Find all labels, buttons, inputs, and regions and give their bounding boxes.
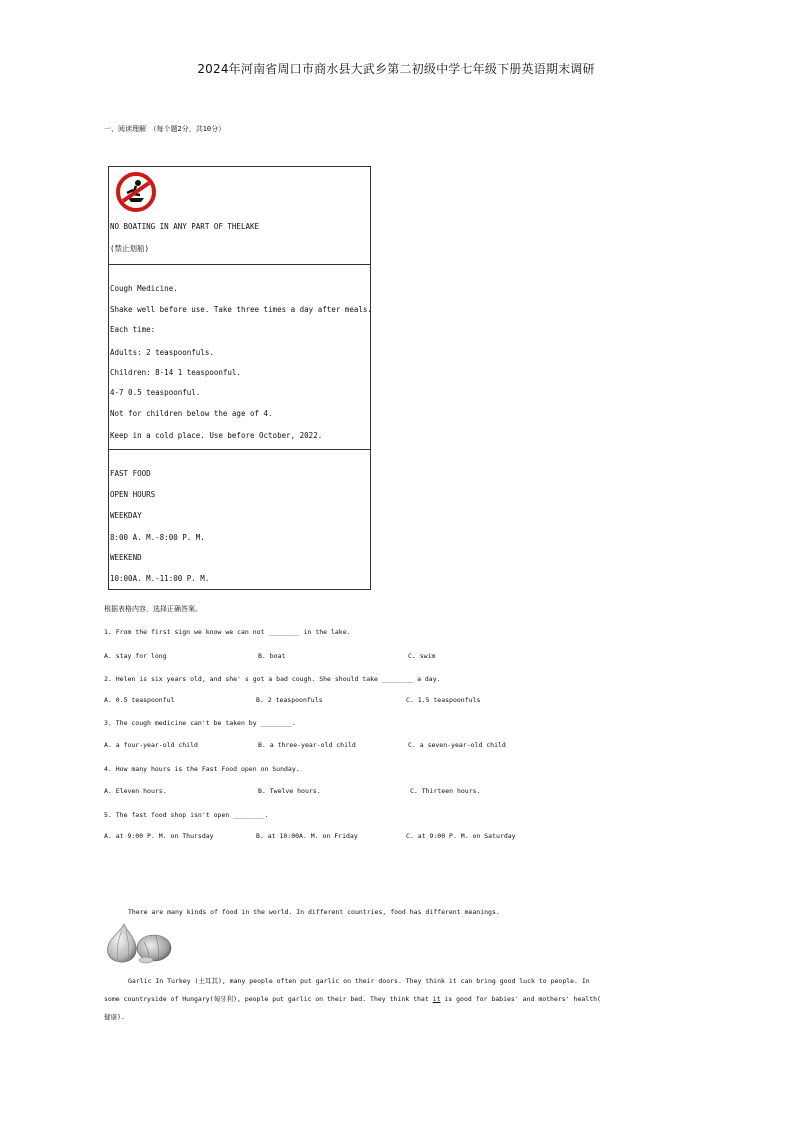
passage-text: some countryside of Hungary(匈牙利), people put garlic on their bed. They think that xyxy=(104,995,433,1003)
medicine-line: Keep in a cold place. Use before October, 2022. xyxy=(110,431,323,440)
option-a: A. Eleven hours. xyxy=(104,787,167,795)
passage-line: Garlic In Turkey (土耳其), many people often put garlic on their doors. They think it can bring good luck to people. In xyxy=(128,977,590,985)
question-stem: 4. How many hours is the Fast Food open on Sunday. xyxy=(104,765,300,773)
option-b: B. boat xyxy=(258,652,286,660)
option-a: A. at 9:00 P. M. on Thursday xyxy=(104,832,214,840)
instruction-prompt: 根据表格内容，选择正确答案。 xyxy=(104,605,202,613)
option-c: C. swim xyxy=(408,652,436,660)
question-stem: 1. From the first sign we know we can not ________ in the lake. xyxy=(104,628,351,636)
option-b: B. at 10:00A. M. on Friday xyxy=(256,832,358,840)
medicine-line: Shake well before use. Take three times a day after meals. xyxy=(110,305,372,314)
medicine-line: Not for children below the age of 4. xyxy=(110,409,273,418)
passage-intro: There are many kinds of food in the world. In different countries, food has different meanings. xyxy=(128,908,500,916)
medicine-line: Cough Medicine. xyxy=(110,284,178,293)
question-stem: 3. The cough medicine can't be taken by ________. xyxy=(104,719,296,727)
question-stem: 5. The fast food shop isn't open ________. xyxy=(104,811,269,819)
notice-sign-medicine xyxy=(109,265,370,450)
fastfood-line: WEEKEND xyxy=(110,553,142,562)
fastfood-line: FAST FOOD xyxy=(110,469,151,478)
option-b: B. 2 teaspoonfuls xyxy=(256,696,323,704)
fastfood-line: 8:00 A. M.-8:00 P. M. xyxy=(110,533,205,542)
passage-line: 健康). xyxy=(104,1013,125,1021)
option-a: A. a four-year-old child xyxy=(104,741,198,749)
passage-text: is good for babies' and mothers' health( xyxy=(440,995,601,1003)
page-title: 2024年河南省周口市商水县大武乡第二初级中学七年级下册英语期末调研 xyxy=(197,62,595,76)
fastfood-line: WEEKDAY xyxy=(110,511,142,520)
medicine-line: 4-7 0.5 teaspoonful. xyxy=(110,388,201,397)
notice-sign-fastfood xyxy=(109,450,370,591)
section-heading: 一、阅读理解 （每个题2分，共10分） xyxy=(104,125,226,133)
notice-sign-boating xyxy=(109,167,370,265)
option-c: C. at 9:00 P. M. on Saturday xyxy=(406,832,516,840)
option-b: B. a three-year-old child xyxy=(258,741,356,749)
option-a: A. 0.5 teaspoonful xyxy=(104,696,175,704)
option-a: A. stay for long xyxy=(104,652,167,660)
medicine-line: Children: 8-14 1 teaspoonful. xyxy=(110,368,241,377)
option-b: B. Twelve hours. xyxy=(258,787,321,795)
option-c: C. Thirteen hours. xyxy=(410,787,481,795)
passage-underlined-word: it xyxy=(432,995,441,1003)
option-c: C. 1.5 teaspoonfuls xyxy=(406,696,481,704)
no-boating-icon xyxy=(116,172,156,212)
passage-line xyxy=(104,994,601,1003)
medicine-line: Adults: 2 teaspoonfuls. xyxy=(110,348,214,357)
medicine-line: Each time: xyxy=(110,325,156,334)
option-c: C. a seven-year-old child xyxy=(408,741,506,749)
fastfood-line: 10:00A. M.-11:00 P. M. xyxy=(110,574,210,583)
garlic-image xyxy=(104,920,176,964)
sign1-cn: (禁止划船) xyxy=(110,244,150,253)
sign1-text: NO BOATING IN ANY PART OF THELAKE xyxy=(110,222,260,231)
question-stem: 2. Helen is six years old, and she' s got a bad cough. She should take ________ a day. xyxy=(104,675,441,683)
fastfood-line: OPEN HOURS xyxy=(110,490,156,499)
notice-table xyxy=(108,166,371,590)
